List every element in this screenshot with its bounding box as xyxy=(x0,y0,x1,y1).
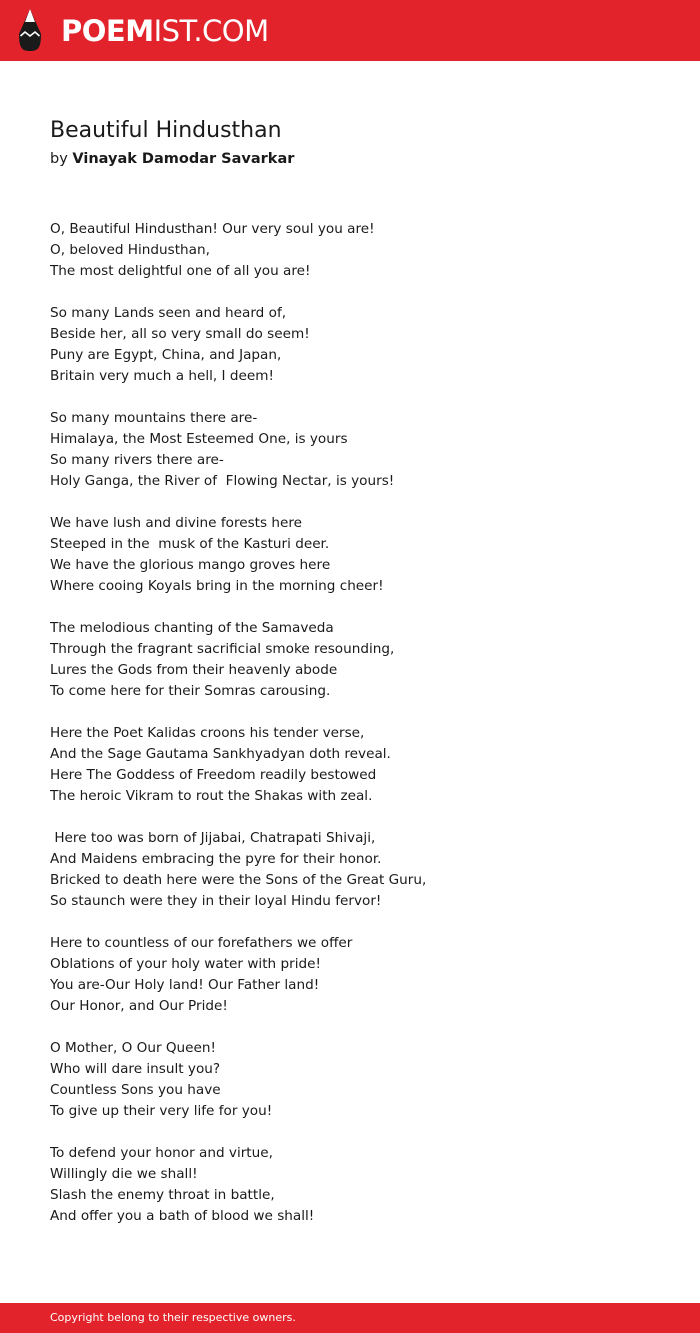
poem-stanza xyxy=(50,1143,650,1227)
poem-line: Here too was born of Jijabai, Chatrapati Shivaji, xyxy=(50,830,376,846)
poem-stanza xyxy=(50,618,650,702)
poem-line: To come here for their Somras carousing. xyxy=(50,683,331,699)
by-label: by xyxy=(50,151,68,167)
poem-line: Britain very much a hell, I deem! xyxy=(50,368,274,384)
poem-line: Our Honor, and Our Pride! xyxy=(50,998,228,1014)
poem-stanza xyxy=(50,723,650,807)
pencil-tip-icon[interactable] xyxy=(16,8,44,52)
poem-line: Slash the enemy throat in battle, xyxy=(50,1187,275,1203)
copyright-notice: Copyright belong to their respective owners. xyxy=(50,1311,296,1324)
poem-line: So staunch were they in their loyal Hindu fervor! xyxy=(50,893,382,909)
poem-line: So many rivers there are- xyxy=(50,452,224,468)
poem-line: To give up their very life for you! xyxy=(50,1103,273,1119)
poem-stanza xyxy=(50,933,650,1017)
poem-stanza xyxy=(50,513,650,597)
poem-line: Where cooing Koyals bring in the morning cheer! xyxy=(50,578,384,594)
poem-line: We have the glorious mango groves here xyxy=(50,557,331,573)
poem-line: Oblations of your holy water with pride! xyxy=(50,956,321,972)
site-logo[interactable] xyxy=(61,11,269,51)
poem-line: Here The Goddess of Freedom readily bestowed xyxy=(50,767,377,783)
poem-stanza xyxy=(50,828,650,912)
poem-line: So many Lands seen and heard of, xyxy=(50,305,287,321)
poem-line: Here the Poet Kalidas croons his tender verse, xyxy=(50,725,365,741)
poem-line: Lures the Gods from their heavenly abode xyxy=(50,662,338,678)
poem-line: So many mountains there are- xyxy=(50,410,258,426)
poem-byline xyxy=(50,149,294,169)
site-header xyxy=(0,0,700,61)
logo-light-text: IST.COM xyxy=(153,14,269,48)
poem-line: Willingly die we shall! xyxy=(50,1166,198,1182)
poem-author[interactable]: Vinayak Damodar Savarkar xyxy=(72,151,295,167)
poem-line: O Mother, O Our Queen! xyxy=(50,1040,216,1056)
poem-stanza xyxy=(50,1038,650,1122)
poem-line: Through the fragrant sacrificial smoke resounding, xyxy=(50,641,395,657)
poem-line: And Maidens embracing the pyre for their honor. xyxy=(50,851,382,867)
logo-bold-text: POEM xyxy=(61,14,154,48)
poem-line: Bricked to death here were the Sons of the Great Guru, xyxy=(50,872,427,888)
poem-line: O, Beautiful Hindusthan! Our very soul you are! xyxy=(50,221,375,237)
poem-stanza xyxy=(50,303,650,387)
poem-line: Puny are Egypt, China, and Japan, xyxy=(50,347,282,363)
poem-line: The melodious chanting of the Samaveda xyxy=(50,620,334,636)
poem-line: And the Sage Gautama Sankhyadyan doth reveal. xyxy=(50,746,391,762)
poem-line: To defend your honor and virtue, xyxy=(50,1145,273,1161)
poem-line: You are-Our Holy land! Our Father land! xyxy=(50,977,320,993)
poem-line: Here to countless of our forefathers we offer xyxy=(50,935,353,951)
poem-line: Who will dare insult you? xyxy=(50,1061,221,1077)
poem-line: And offer you a bath of blood we shall! xyxy=(50,1208,315,1224)
poem-line: The heroic Vikram to rout the Shakas with zeal. xyxy=(50,788,373,804)
poem-line: Steeped in the musk of the Kasturi deer. xyxy=(50,536,330,552)
poem-line: We have lush and divine forests here xyxy=(50,515,303,531)
poem-line: The most delightful one of all you are! xyxy=(50,263,311,279)
site-footer xyxy=(0,1303,700,1333)
poem-line: Countless Sons you have xyxy=(50,1082,221,1098)
poem-line: O, beloved Hindusthan, xyxy=(50,242,210,258)
poem-line: Himalaya, the Most Esteemed One, is yours xyxy=(50,431,348,447)
poem-title: Beautiful Hindusthan xyxy=(50,118,282,143)
poem-body xyxy=(50,219,650,1248)
poem-line: Holy Ganga, the River of Flowing Nectar, is yours! xyxy=(50,473,395,489)
poem-line: Beside her, all so very small do seem! xyxy=(50,326,310,342)
poem-stanza xyxy=(50,219,650,282)
poem-stanza xyxy=(50,408,650,492)
